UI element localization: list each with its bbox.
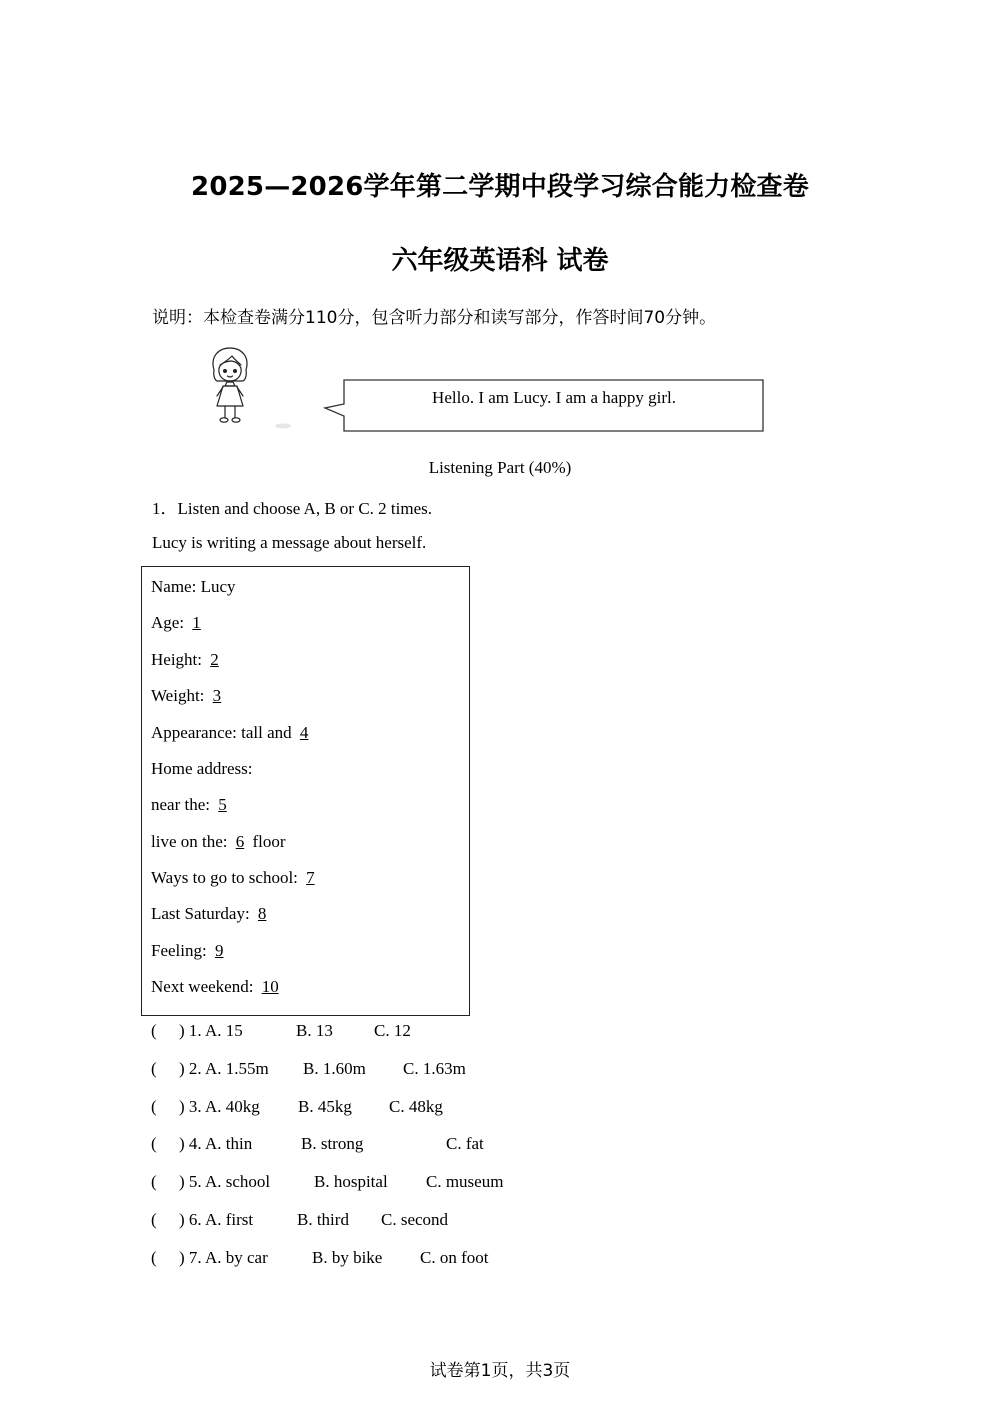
exam-note: 说明：本检查卷满分110分，包含听力部分和读写部分，作答时间70分钟。 <box>152 308 717 328</box>
option-a: ) 1. A. 15 <box>179 1021 243 1040</box>
option-a: ) 7. A. by car <box>179 1248 268 1267</box>
info-row-age: Age: 1 <box>151 613 201 632</box>
info-row-appearance: Appearance: tall and 4 <box>151 723 309 742</box>
speech-bubble-text: Hello. I am Lucy. I am a happy girl. <box>432 388 676 407</box>
option-c: C. 48kg <box>389 1097 443 1116</box>
info-row-near: near the: 5 <box>151 795 227 814</box>
answer-paren[interactable]: ( <box>151 1097 157 1116</box>
option-c: C. second <box>381 1210 449 1229</box>
question-intro: Lucy is writing a message about herself. <box>152 533 427 552</box>
blank-1[interactable]: 1 <box>192 613 201 632</box>
blank-6[interactable]: 6 <box>235 832 245 851</box>
option-b: B. 13 <box>296 1021 333 1040</box>
blank-3[interactable]: 3 <box>212 686 222 705</box>
blank-7[interactable]: 7 <box>306 868 315 887</box>
option-a: ) 3. A. 40kg <box>179 1097 260 1116</box>
smudge-mark <box>274 423 292 429</box>
blank-4[interactable]: 4 <box>299 723 309 742</box>
blank-10[interactable]: 10 <box>261 977 279 996</box>
option-c: C. 1.63m <box>403 1059 466 1078</box>
answer-paren[interactable]: ( <box>151 1059 157 1078</box>
info-row-name: Name: Lucy <box>151 577 236 596</box>
answer-paren[interactable]: ( <box>151 1134 157 1153</box>
page-footer: 试卷第1页，共3页 <box>429 1361 571 1381</box>
blank-2[interactable]: 2 <box>210 650 219 669</box>
option-c: C. museum <box>426 1172 504 1191</box>
answer-paren[interactable]: ( <box>151 1248 157 1267</box>
option-b: B. 1.60m <box>303 1059 366 1078</box>
option-b: B. 45kg <box>298 1097 352 1116</box>
blank-8[interactable]: 8 <box>257 904 267 923</box>
blank-9[interactable]: 9 <box>214 941 224 960</box>
answer-paren[interactable]: ( <box>151 1172 157 1191</box>
info-row-home-address: Home address: <box>151 759 253 778</box>
option-a: ) 2. A. 1.55m <box>179 1059 269 1078</box>
option-c: C. 12 <box>374 1021 411 1040</box>
girl-illustration <box>205 346 255 426</box>
option-a: ) 6. A. first <box>179 1210 254 1229</box>
info-row-feeling: Feeling: 9 <box>151 941 224 960</box>
info-row-floor: live on the: 6 floor <box>151 832 286 851</box>
option-b: B. third <box>297 1210 349 1229</box>
info-row-last-saturday: Last Saturday: 8 <box>151 904 267 923</box>
info-row-weight: Weight: 3 <box>151 686 222 705</box>
option-b: B. by bike <box>312 1248 383 1267</box>
option-a: ) 4. A. thin <box>179 1134 253 1153</box>
answer-paren[interactable]: ( <box>151 1210 157 1229</box>
info-row-next-weekend: Next weekend: 10 <box>151 977 279 996</box>
option-c: C. on foot <box>420 1248 489 1267</box>
blank-5[interactable]: 5 <box>218 795 227 814</box>
option-b: B. strong <box>301 1134 364 1153</box>
question-instruction: 1．Listen and choose A, B or C. 2 times. <box>152 499 433 518</box>
exam-subtitle: 六年级英语科 试卷 <box>391 246 609 276</box>
option-b: B. hospital <box>314 1172 388 1191</box>
info-row-height: Height: 2 <box>151 650 219 669</box>
section-title: Listening Part (40%) <box>428 458 572 477</box>
info-row-ways-to-school: Ways to go to school: 7 <box>151 868 315 887</box>
exam-title: 2025—2026学年第二学期中段学习综合能力检查卷 <box>191 172 809 202</box>
answer-paren[interactable]: ( <box>151 1021 157 1040</box>
option-a: ) 5. A. school <box>179 1172 271 1191</box>
option-c: C. fat <box>446 1134 484 1153</box>
